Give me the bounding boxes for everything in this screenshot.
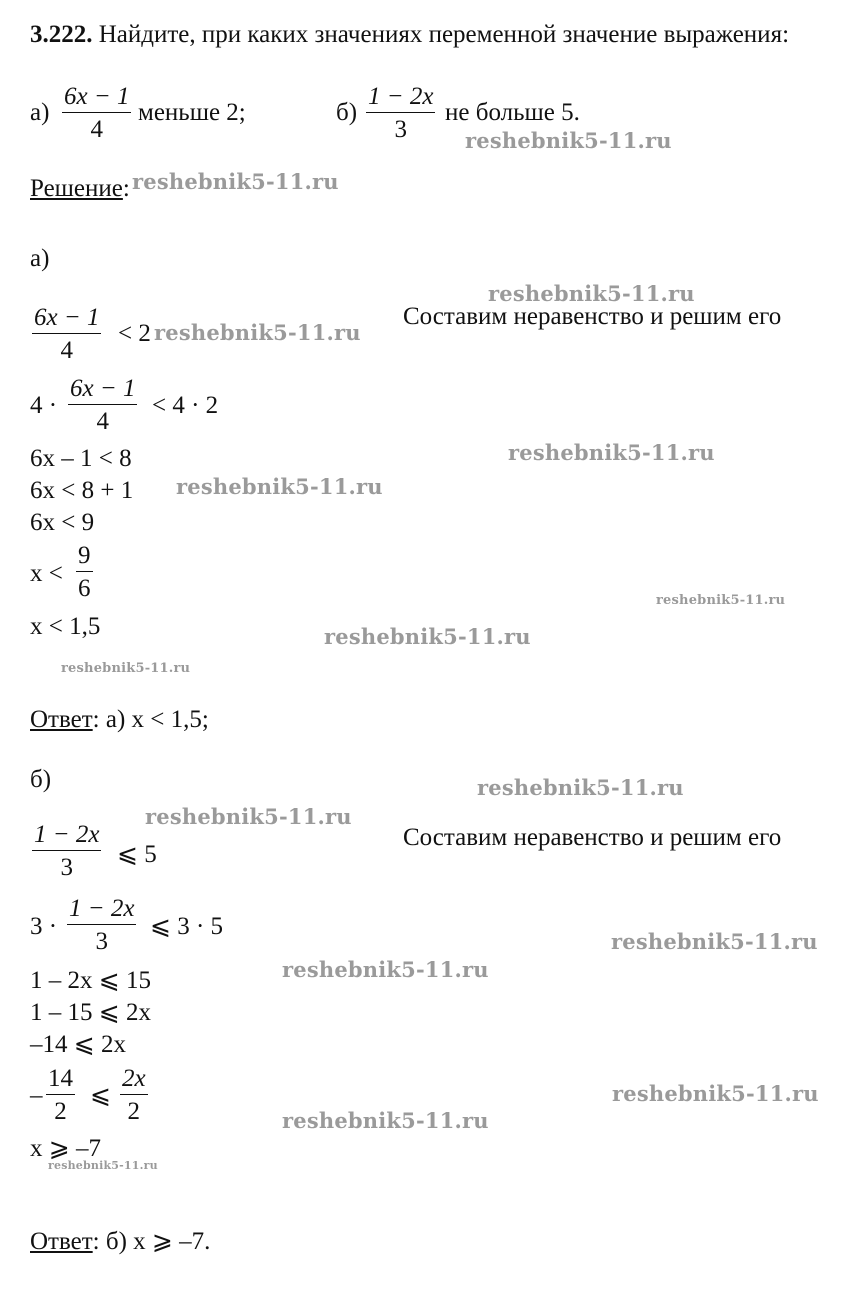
a-step3: 6x – 1 < 8 — [30, 445, 132, 472]
answer-a: Ответ: а) x < 1,5; — [30, 706, 209, 733]
part-a-condition: меньше 2; — [138, 99, 246, 126]
watermark: reshebnik5-11.ru — [145, 804, 352, 829]
watermark: reshebnik5-11.ru — [612, 1081, 819, 1106]
watermark: reshebnik5-11.ru — [132, 169, 339, 194]
a-step4: 6x < 8 + 1 — [30, 477, 134, 504]
part-b-condition: не больше 5. — [445, 99, 580, 126]
b-step6-right-fraction: 2x 2 — [122, 1065, 146, 1125]
watermark: reshebnik5-11.ru — [48, 1159, 158, 1172]
answer-b: Ответ: б) x ⩾ –7. — [30, 1228, 211, 1255]
watermark: reshebnik5-11.ru — [282, 957, 489, 982]
watermark: reshebnik5-11.ru — [465, 128, 672, 153]
b-step7: x ⩾ –7 — [30, 1135, 101, 1162]
a-step2-lhs: 4 · — [30, 392, 58, 419]
a-step6-fraction: 9 6 — [78, 542, 91, 602]
watermark: reshebnik5-11.ru — [324, 624, 531, 649]
watermark: reshebnik5-11.ru — [176, 474, 383, 499]
b-step1-rhs: ⩽ 5 — [117, 841, 157, 868]
part-b-label: б) — [336, 99, 358, 126]
a-step6-lhs: x < — [30, 560, 63, 587]
b-step2-fraction: 1 − 2x 3 — [69, 895, 135, 955]
problem-number: 3.222. — [30, 21, 93, 48]
part-b-fraction: 1 − 2x 3 — [368, 83, 434, 143]
solution-a-label: а) — [30, 245, 50, 272]
b-step6-minus: – — [30, 1082, 43, 1109]
watermark: reshebnik5-11.ru — [611, 929, 818, 954]
b-comment: Составим неравенство и решим его — [403, 824, 782, 851]
part-a-fraction: 6x − 1 4 — [64, 83, 130, 143]
b-step5: –14 ⩽ 2x — [30, 1031, 126, 1058]
b-step3: 1 – 2x ⩽ 15 — [30, 967, 151, 994]
b-step1-fraction: 1 − 2x 3 — [34, 821, 100, 881]
problem-statement — [30, 22, 789, 47]
a-step7: x < 1,5 — [30, 613, 101, 640]
a-step2-rhs: < 4 · 2 — [152, 392, 219, 419]
watermark: reshebnik5-11.ru — [477, 775, 684, 800]
watermark: reshebnik5-11.ru — [282, 1108, 489, 1133]
watermark: reshebnik5-11.ru — [488, 281, 695, 306]
watermark: reshebnik5-11.ru — [656, 593, 786, 608]
watermark: reshebnik5-11.ru — [508, 440, 715, 465]
b-step6-left-fraction: 14 2 — [48, 1065, 73, 1125]
a-step1-fraction: 6x − 1 4 — [34, 304, 100, 364]
a-comment: Составим неравенство и решим его — [403, 303, 782, 330]
a-step2-fraction: 6x − 1 4 — [70, 375, 136, 435]
solution-heading: Решение: — [30, 175, 130, 202]
problem-text: Найдите, при каких значениях переменной значение выражения: — [98, 21, 790, 48]
b-step6-relation: ⩽ — [90, 1082, 111, 1109]
part-a-label: а) — [30, 99, 50, 126]
b-step4: 1 – 15 ⩽ 2x — [30, 999, 151, 1026]
watermark: reshebnik5-11.ru — [154, 320, 361, 345]
b-step2-rhs: ⩽ 3 · 5 — [150, 913, 224, 940]
b-step2-lhs: 3 · — [30, 913, 58, 940]
solution-b-label: б) — [30, 766, 52, 793]
a-step1-rhs: < 2 — [118, 320, 151, 347]
watermark: reshebnik5-11.ru — [61, 661, 191, 676]
a-step5: 6x < 9 — [30, 509, 95, 536]
